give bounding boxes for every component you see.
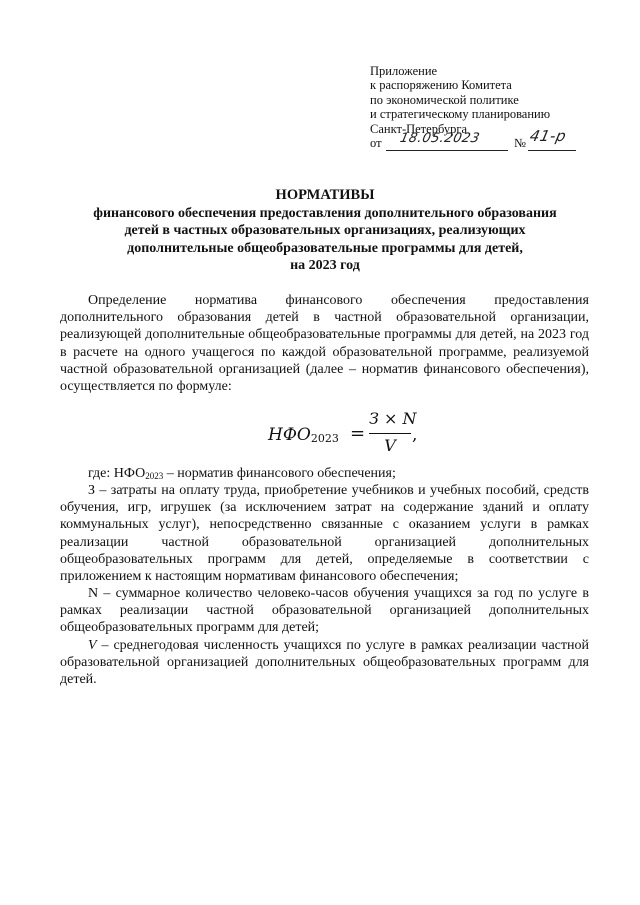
gloss-n: N – суммарное количество человеко-часов обучения учащихся за год по услуге в рамках реализации частной образовательной организацией дополнительных общеобразовательных программ для детей; xyxy=(60,586,589,636)
appendix-line: Приложение xyxy=(370,64,438,78)
appendix-line: и стратегическому планированию xyxy=(370,107,551,122)
handwritten-number: 41-р xyxy=(528,127,568,146)
title-line: дополнительные общеобразовательные программы для детей, xyxy=(127,240,523,256)
appendix-line: Санкт-Петербурга xyxy=(370,121,468,136)
title-line: на 2023 год xyxy=(290,257,360,273)
intro-paragraph: Определение норматива финансового обеспечения предоставления дополнительного образования детей в частной образовательной организации, реализующей дополнительные общеобразовательные программы для детей, на 2023 год в расчете на одного учащегося по каждой образовательной программе, реализуемой частной образовательной организацией (далее – норматив финансового обеспечения), осуществляется по формуле: xyxy=(60,293,589,395)
number-label: № xyxy=(514,136,526,151)
number-underline xyxy=(528,150,576,151)
formula-equals: = xyxy=(350,423,366,444)
title-line: финансового обеспечения предоставления дополнительного образования xyxy=(93,206,557,222)
handwritten-date: 18.05.2023 xyxy=(398,131,482,147)
date-underline xyxy=(386,150,508,151)
document-title xyxy=(60,187,590,274)
v-symbol: V xyxy=(88,638,97,653)
formula-lhs: $НФО_{2023}$ xyxy=(268,425,339,445)
appendix-line: к распоряжению Комитета xyxy=(370,78,512,93)
from-label: от xyxy=(370,136,382,151)
appendix-header xyxy=(370,64,610,152)
gloss-v: V – среднегодовая численность учащихся по услуге в рамках реализации частной образовательной организацией дополнительных общеобразовательных программ для детей. xyxy=(60,638,589,688)
formula-lhs-subscript: 2023 xyxy=(310,432,339,445)
gloss-z: З – затраты на оплату труда, приобретение учебников и учебных пособий, средств обучения, игр, игрушек (за исключением затрат на содержание зданий и оплату коммунальных услуг), непосредственно связанные с оказанием услуги в рамках реализации частной образовательной организацией дополнительных общеобразовательных программ для детей, определяемые в соответствии с приложением к настоящим нормативам финансового обеспечения; xyxy=(60,483,589,585)
formula-numerator: З × N xyxy=(369,409,417,428)
formula-denominator: V xyxy=(384,436,396,455)
formula-comma: , xyxy=(412,425,418,445)
formula xyxy=(268,409,428,459)
fraction-bar xyxy=(369,433,411,434)
title-line: детей в частных образовательных организациях, реализующих xyxy=(124,223,526,239)
title-heading: НОРМАТИВЫ xyxy=(275,187,375,203)
gloss-nfo: где: $НФО_{2023}$ – норматив финансового обеспечения; xyxy=(88,466,396,481)
appendix-line: по экономической политике xyxy=(370,92,519,107)
